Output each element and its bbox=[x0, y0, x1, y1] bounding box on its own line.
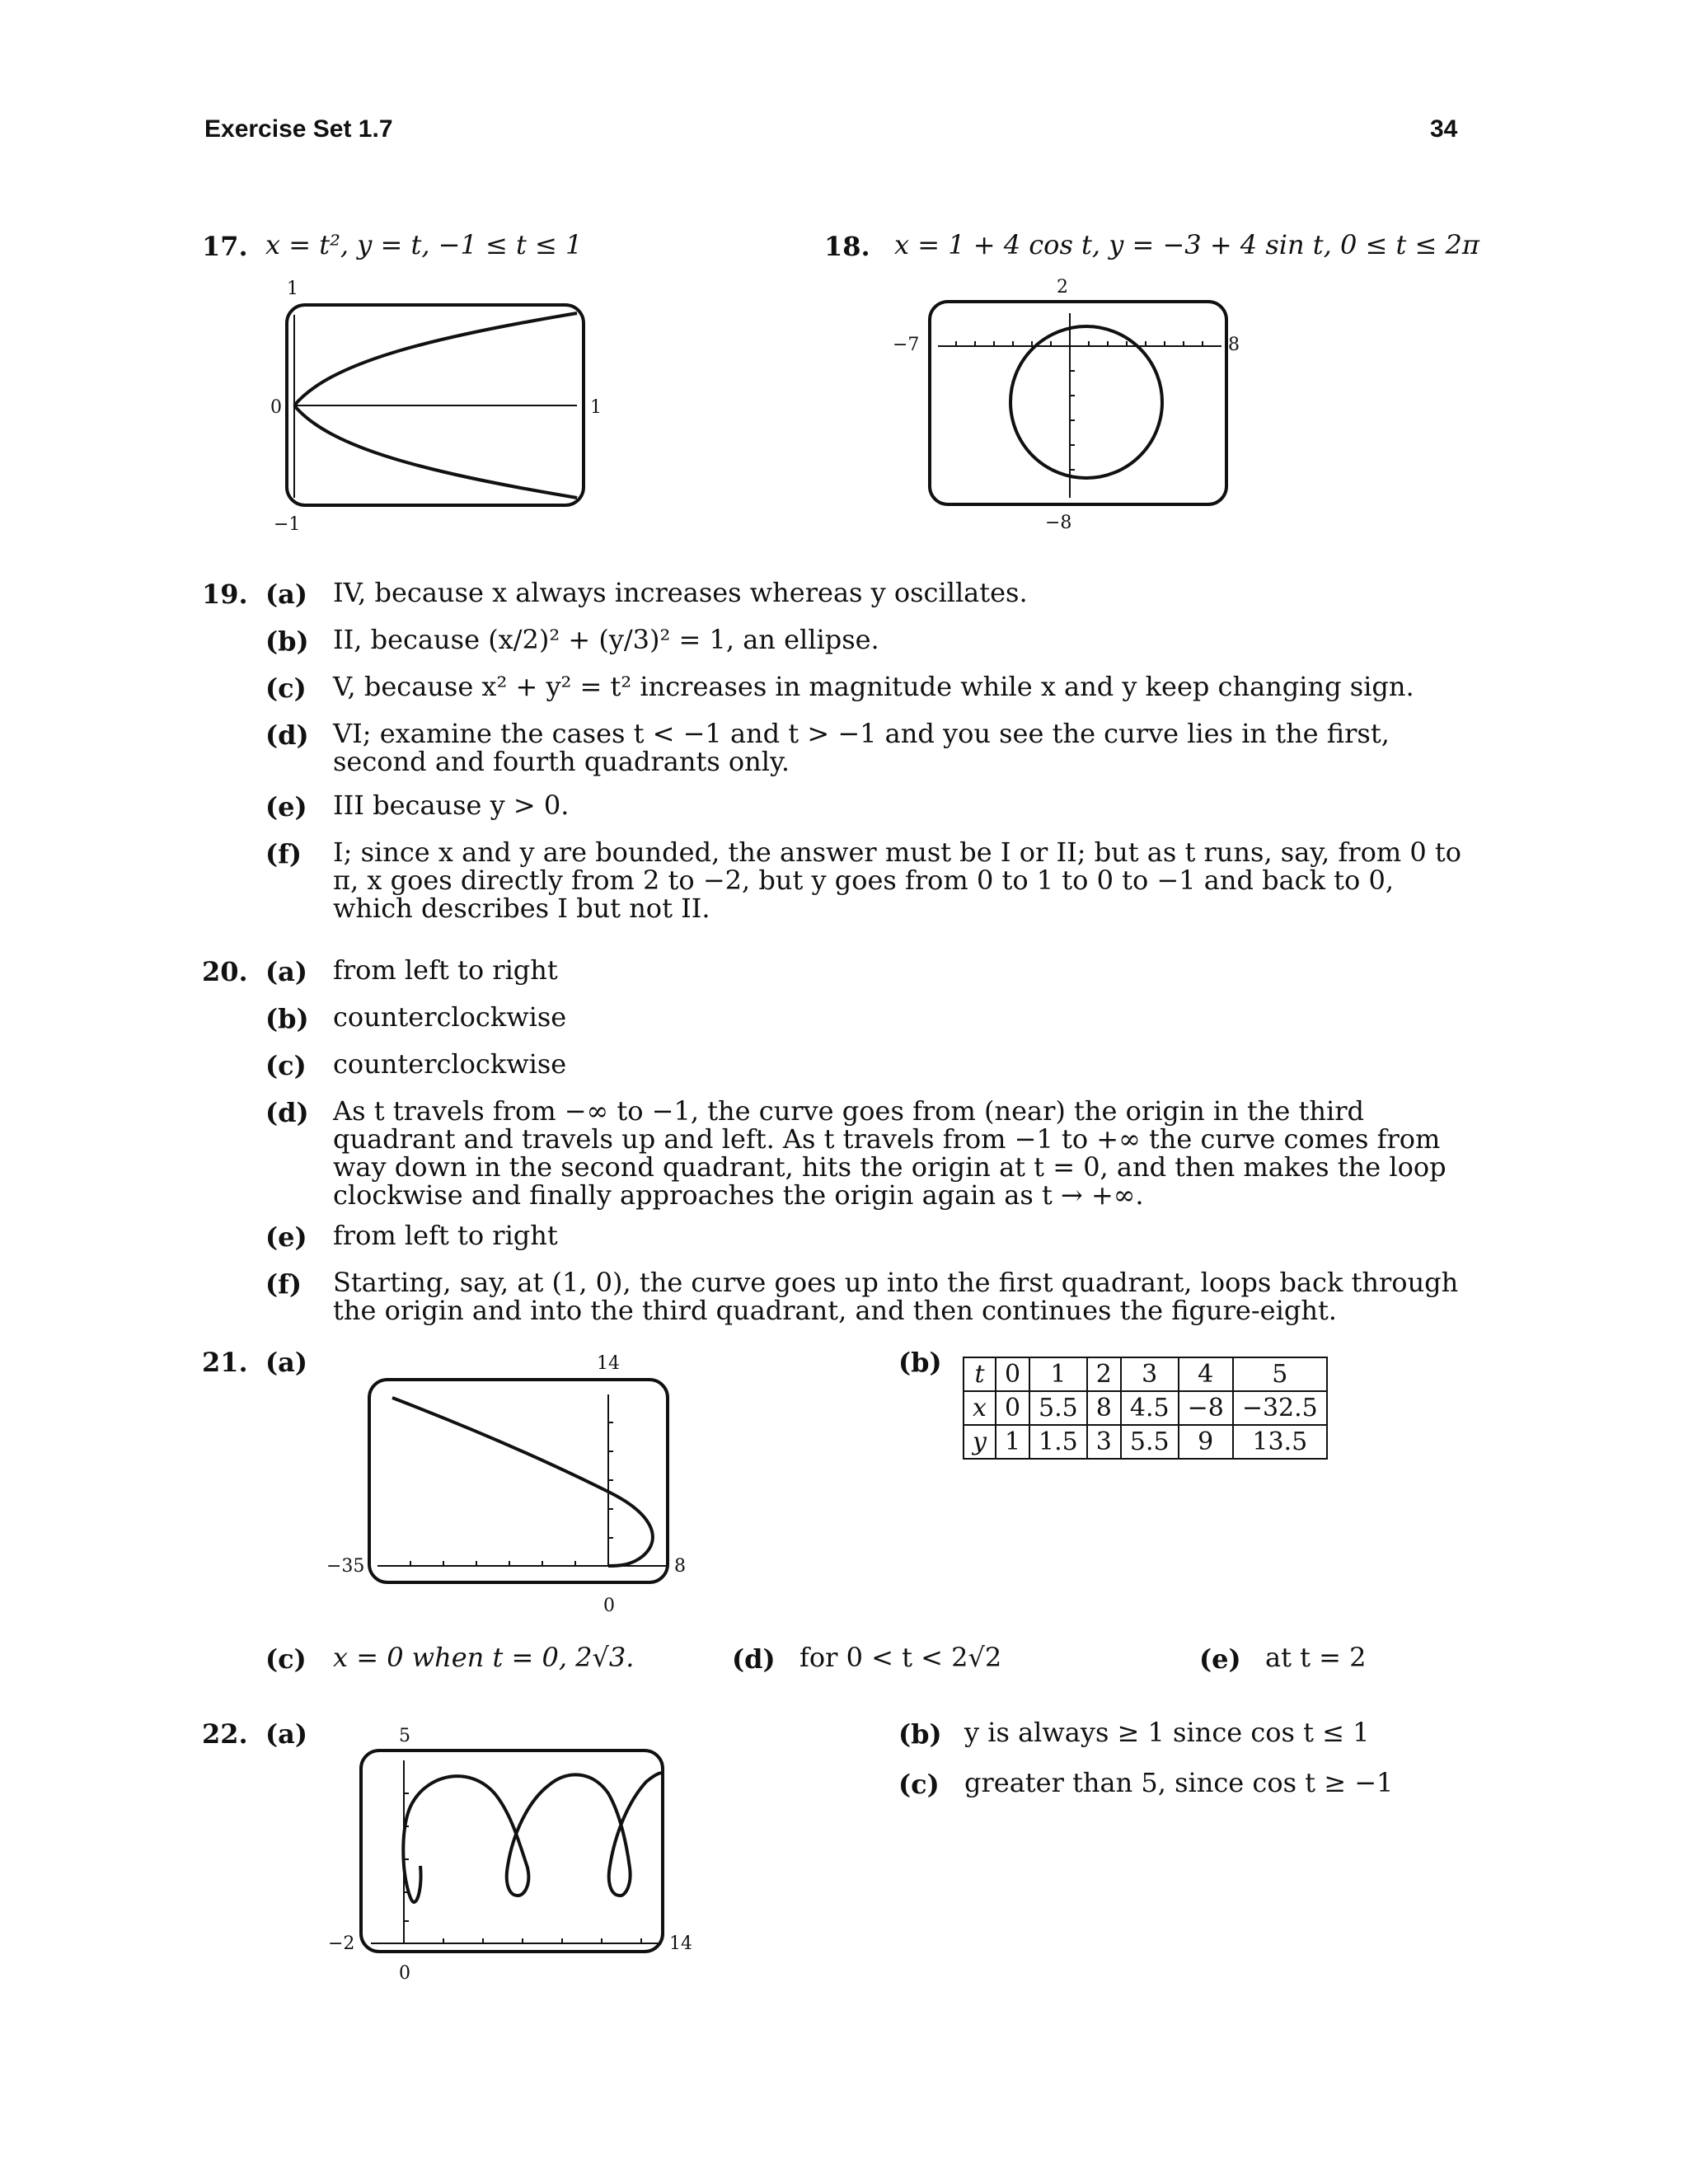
p21-tick-bottom: 0 bbox=[603, 1596, 615, 1616]
p19-b-label: (b) bbox=[265, 626, 309, 657]
table-cell: 0 bbox=[996, 1357, 1029, 1391]
p20-b-text: counterclockwise bbox=[333, 1001, 567, 1033]
p17-tick-bottom: −1 bbox=[274, 514, 301, 535]
p19-c-text: V, because x² + y² = t² increases in magnitude while x and y keep changing sign. bbox=[333, 671, 1414, 702]
section-title: Exercise Set 1.7 bbox=[204, 115, 393, 143]
p18-tick-left: −7 bbox=[893, 335, 920, 355]
problem-21-number: 21. bbox=[202, 1347, 248, 1378]
p22-c-label: (c) bbox=[898, 1769, 940, 1800]
problem-18-number: 18. bbox=[824, 231, 870, 262]
p17-tick-right: 1 bbox=[590, 397, 602, 418]
table-cell: 2 bbox=[1087, 1357, 1121, 1391]
p20-d-label: (d) bbox=[265, 1097, 309, 1128]
table-cell: 5 bbox=[1233, 1357, 1327, 1391]
table-cell: 4 bbox=[1179, 1357, 1233, 1391]
p20-f-label: (f) bbox=[265, 1268, 302, 1300]
p17-tick-left: 0 bbox=[270, 397, 282, 418]
p21-e-text: at t = 2 bbox=[1265, 1642, 1367, 1673]
table-cell: 9 bbox=[1179, 1425, 1233, 1459]
p21-e-label: (e) bbox=[1199, 1643, 1241, 1675]
problem-18-equation: x = 1 + 4 cos t, y = −3 + 4 sin t, 0 ≤ t ≤ 2π bbox=[894, 229, 1479, 260]
p21-d-label: (d) bbox=[732, 1643, 776, 1675]
page-number: 34 bbox=[1430, 115, 1458, 143]
table-cell: 13.5 bbox=[1233, 1425, 1327, 1459]
problem-17-equation: x = t², y = t, −1 ≤ t ≤ 1 bbox=[265, 229, 583, 260]
problem-22-graph bbox=[354, 1744, 676, 1958]
p19-f-label: (f) bbox=[265, 838, 302, 869]
p19-f-text: I; since x and y are bounded, the answer must be I or II; but as t runs, say, from 0 to π, x goes directly from 2 to −2, but y goes from 0 to 1 to 0 to −1 and back to 0, which describes I but not II. bbox=[333, 837, 1462, 924]
p20-a-text: from left to right bbox=[333, 954, 558, 986]
p19-b-text: II, because (x/2)² + (y/3)² = 1, an ellipse. bbox=[333, 624, 879, 655]
table-cell: 3 bbox=[1121, 1357, 1179, 1391]
p20-b-label: (b) bbox=[265, 1003, 309, 1034]
p18-tick-top: 2 bbox=[1057, 277, 1068, 298]
p21-d-text: for 0 < t < 2√2 bbox=[799, 1642, 1002, 1673]
p20-f-text: Starting, say, at (1, 0), the curve goes up into the first quadrant, loops back through the origin and into the third quadrant, and then continues the figure-eight. bbox=[333, 1267, 1459, 1326]
p21-tick-top: 14 bbox=[597, 1353, 620, 1374]
p20-d-text: As t travels from −∞ to −1, the curve goes from (near) the origin in the third quadrant and travels up and left. As t travels from −1 to +∞ the curve comes from way down in the second quadrant, hits the origin at t = 0, and then makes the loop clockwise and finally approaches the origin again as t → +∞. bbox=[333, 1095, 1447, 1211]
p21-b-label: (b) bbox=[898, 1347, 942, 1378]
p19-e-label: (e) bbox=[265, 791, 307, 823]
table-cell: 8 bbox=[1087, 1391, 1121, 1425]
table-cell: −8 bbox=[1179, 1391, 1233, 1425]
p21-c-text: x = 0 when t = 0, 2√3. bbox=[333, 1642, 635, 1673]
table-row bbox=[964, 1391, 1327, 1425]
p22-b-text: y is always ≥ 1 since cos t ≤ 1 bbox=[964, 1717, 1370, 1748]
p22-tick-right: 14 bbox=[669, 1933, 692, 1954]
p22-tick-left: −2 bbox=[328, 1933, 355, 1954]
table-cell: x bbox=[964, 1391, 996, 1425]
p19-a-text: IV, because x always increases whereas y oscillates. bbox=[333, 577, 1028, 608]
p22-a-label: (a) bbox=[265, 1718, 308, 1750]
p19-c-label: (c) bbox=[265, 673, 307, 704]
problem-22-number: 22. bbox=[202, 1718, 248, 1750]
p21-c-label: (c) bbox=[265, 1643, 307, 1675]
problem-21-graph bbox=[363, 1373, 676, 1587]
problem-17-number: 17. bbox=[202, 231, 248, 262]
p22-b-label: (b) bbox=[898, 1718, 942, 1750]
problem-17-graph bbox=[280, 297, 593, 511]
table-cell: 4.5 bbox=[1121, 1391, 1179, 1425]
p20-e-label: (e) bbox=[265, 1221, 307, 1253]
table-cell: 1 bbox=[1029, 1357, 1087, 1391]
table-cell: t bbox=[964, 1357, 996, 1391]
problem-20-number: 20. bbox=[202, 956, 248, 987]
problem-19-number: 19. bbox=[202, 579, 248, 610]
p21-a-label: (a) bbox=[265, 1347, 308, 1378]
table-row bbox=[964, 1357, 1327, 1391]
p21-tick-right: 8 bbox=[674, 1556, 686, 1577]
table-cell: y bbox=[964, 1425, 996, 1459]
p22-tick-bottom: 0 bbox=[399, 1963, 410, 1984]
table-cell: 5.5 bbox=[1029, 1391, 1087, 1425]
p20-c-text: counterclockwise bbox=[333, 1048, 567, 1080]
p17-tick-top: 1 bbox=[287, 279, 298, 299]
p20-c-label: (c) bbox=[265, 1050, 307, 1081]
problem-18-graph bbox=[923, 297, 1236, 511]
p19-a-label: (a) bbox=[265, 579, 308, 610]
p22-c-text: greater than 5, since cos t ≥ −1 bbox=[964, 1767, 1394, 1798]
table-cell: 0 bbox=[996, 1391, 1029, 1425]
table-cell: −32.5 bbox=[1233, 1391, 1327, 1425]
p21-values-table bbox=[963, 1357, 1328, 1460]
p21-tick-left: −35 bbox=[326, 1556, 365, 1577]
table-cell: 3 bbox=[1087, 1425, 1121, 1459]
table-row bbox=[964, 1425, 1327, 1459]
p19-d-label: (d) bbox=[265, 719, 309, 751]
p18-tick-bottom: −8 bbox=[1045, 513, 1072, 533]
p19-d-text: VI; examine the cases t < −1 and t > −1 and you see the curve lies in the first, second and fourth quadrants only. bbox=[333, 718, 1390, 777]
table-cell: 5.5 bbox=[1121, 1425, 1179, 1459]
p18-tick-right: 8 bbox=[1228, 335, 1240, 355]
p22-tick-top: 5 bbox=[399, 1726, 410, 1746]
p19-e-text: III because y > 0. bbox=[333, 790, 570, 821]
table-cell: 1 bbox=[996, 1425, 1029, 1459]
p20-e-text: from left to right bbox=[333, 1220, 558, 1251]
p20-a-label: (a) bbox=[265, 956, 308, 987]
table-cell: 1.5 bbox=[1029, 1425, 1087, 1459]
